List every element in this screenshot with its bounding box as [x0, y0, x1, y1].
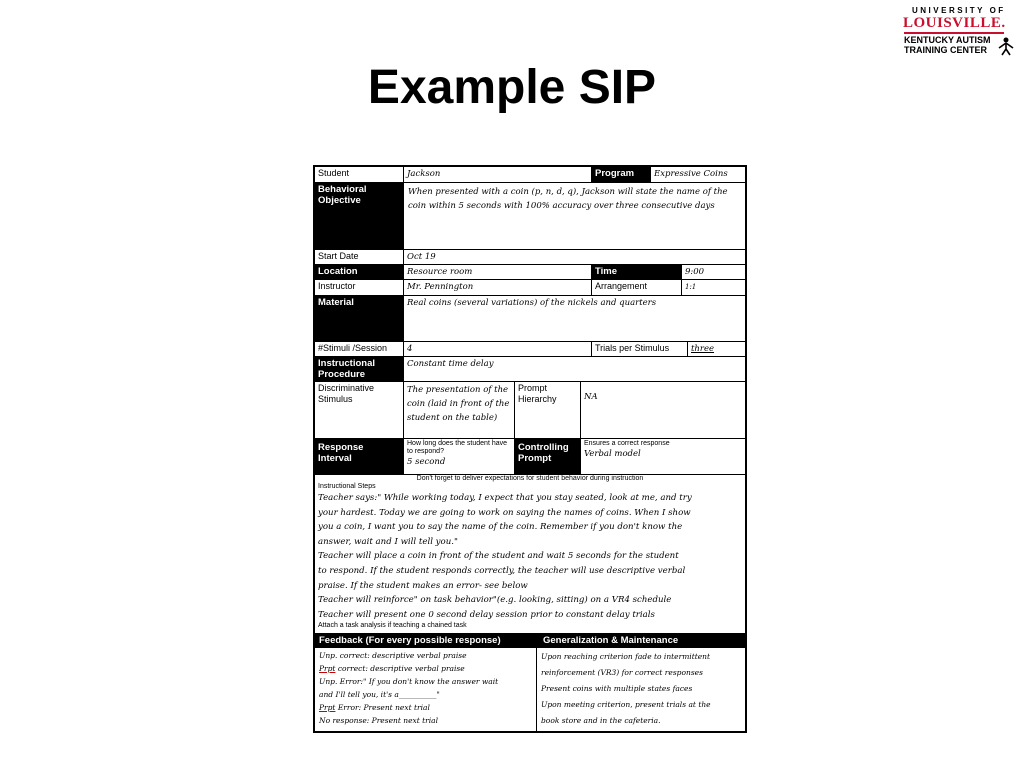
stimuli-label: #Stimuli /Session: [314, 341, 404, 357]
feedback-text: correct: descriptive verbal praise: [335, 664, 465, 673]
trials-label: Trials per Stimulus: [591, 341, 688, 357]
material-label: Material: [314, 295, 404, 342]
step-line: answer, wait and I will tell you.": [318, 536, 458, 547]
generalization-item: Upon meeting criterion, present trials at the: [541, 700, 711, 709]
feedback-text: Error: Present next trial: [335, 703, 430, 712]
disc-stimulus-value: The presentation of the coin (laid in front of the student on the table): [403, 381, 515, 439]
feedback-item: [319, 688, 532, 701]
time-value: 9:00: [681, 264, 746, 280]
feedback-prefix: Prpt: [319, 664, 336, 673]
arrangement-value: 1:1: [681, 279, 746, 296]
behavior-reminder: Don't forget to deliver expectations for student behavior during instruction: [416, 475, 644, 482]
instructor-label: Instructor: [314, 279, 404, 296]
instructor-value: Mr. Pennington: [403, 279, 592, 296]
step-line: Teacher says:" While working today, I expect that you stay seated, look at me, and try: [318, 493, 692, 503]
instructional-steps-block: [314, 474, 746, 634]
feedback-item: [319, 662, 532, 675]
response-interval-value: 5 second: [407, 457, 446, 467]
steps-label: Instructional Steps: [318, 483, 376, 490]
trials-value-text: three: [691, 344, 715, 354]
generalization-item: Upon reaching criterion fade to intermittent: [541, 652, 711, 661]
feedback-text: and I'll tell you, it's a__________": [319, 690, 440, 699]
feedback-prefix: Unp.: [319, 651, 338, 660]
procedure-label-line-1: Instructional: [318, 358, 376, 369]
objective-label-line-1: Behavioral: [318, 184, 367, 195]
controlling-prompt-value: Verbal model: [584, 449, 641, 459]
logo-line-4: TRAINING CENTER: [904, 45, 987, 55]
program-value: Expressive Coins: [650, 166, 746, 183]
steps-list: [318, 491, 742, 622]
feedback-list: [314, 647, 537, 732]
stimuli-value: 4: [403, 341, 592, 357]
step-line: Teacher will present one 0 second delay session prior to constant delay trials: [318, 609, 655, 620]
student-value: Jackson: [403, 166, 592, 183]
controlling-prompt-label-line-1: Controlling: [518, 442, 569, 453]
step-line: Teacher will reinforce" on task behavior"(e.g. looking, sitting) on a VR4 schedule: [318, 595, 672, 606]
objective-value: When presented with a coin (p, n, d, q), Jackson will state the name of the coin within 5 seconds with 100% accuracy over three consecutive days: [403, 182, 746, 250]
objective-label-line-2: Objective: [318, 195, 361, 206]
logo-line-3: KENTUCKY AUTISM: [904, 35, 991, 45]
program-label: Program: [591, 166, 651, 183]
feedback-item: [319, 649, 532, 662]
objective-label: [314, 182, 404, 250]
feedback-item: [319, 714, 532, 727]
feedback-text: No response: Present next trial: [319, 716, 439, 725]
response-interval-hint: How long does the student have to respond?: [407, 440, 508, 455]
logo-line-1: UNIVERSITY OF: [912, 6, 1006, 15]
procedure-value: Constant time delay: [403, 356, 746, 382]
task-analysis-note: Attach a task analysis if teaching a chained task: [318, 622, 467, 630]
feedback-prefix: Unp.: [319, 677, 338, 686]
generalization-item: reinforcement (VR3) for correct responses: [541, 668, 703, 677]
response-interval-label: [314, 438, 404, 475]
page-title: Example SIP: [367, 61, 657, 114]
procedure-label: [314, 356, 404, 382]
start-date-label: Start Date: [314, 249, 404, 265]
disc-stimulus-label-line-2: Stimulus: [318, 394, 353, 404]
university-logo: [898, 6, 1016, 60]
location-label: Location: [314, 264, 404, 280]
prompt-hierarchy-label-line-1: Prompt: [518, 383, 548, 393]
sip-form: [313, 165, 747, 733]
controlling-prompt-cell: [580, 438, 746, 475]
location-value: Resource room: [403, 264, 592, 280]
response-interval-cell: [403, 438, 515, 475]
feedback-item: [319, 675, 532, 688]
controlling-prompt-label: [514, 438, 581, 475]
arrangement-label: Arrangement: [591, 279, 682, 296]
controlling-prompt-label-line-2: Prompt: [518, 453, 552, 464]
generalization-item: Present coins with multiple states faces: [541, 684, 693, 693]
logo-divider: [904, 32, 1004, 34]
step-line: your hardest. Today we are going to work on saying the names of coins. When I show: [318, 507, 691, 518]
prompt-hierarchy-label: [514, 381, 581, 439]
generalization-item: book store and in the cafeteria.: [541, 716, 661, 725]
step-line: Teacher will place a coin in front of the student and wait 5 seconds for the student: [318, 551, 679, 562]
trials-value: [687, 341, 746, 357]
generalization-header: Generalization & Maintenance: [536, 633, 746, 648]
feedback-text: correct: descriptive verbal praise: [337, 651, 467, 660]
controlling-prompt-hint: Ensures a correct response: [584, 440, 670, 447]
response-interval-label-line-2: Interval: [318, 453, 352, 464]
feedback-item: [319, 701, 532, 714]
people-icon: [996, 36, 1016, 56]
time-label: Time: [591, 264, 682, 280]
feedback-text: Error:" If you don't know the answer wait: [337, 677, 499, 686]
response-interval-label-line-1: Response: [318, 442, 364, 453]
prompt-hierarchy-label-line-2: Hierarchy: [518, 394, 557, 404]
start-date-value: Oct 19: [403, 249, 746, 265]
disc-stimulus-label-line-1: Discriminative: [318, 383, 375, 393]
material-value: Real coins (several variations) of the nickels and quarters: [403, 295, 746, 342]
generalization-list: [536, 647, 746, 732]
logo-line-2: LOUISVILLE.: [903, 15, 1006, 31]
feedback-header: Feedback (For every possible response): [314, 633, 537, 648]
disc-stimulus-label: [314, 381, 404, 439]
student-label: Student: [314, 166, 404, 183]
procedure-label-line-2: Procedure: [318, 369, 365, 380]
step-line: to respond. If the student responds correctly, the teacher will use descriptive verbal: [318, 565, 686, 576]
prompt-hierarchy-value: NA: [580, 381, 746, 439]
step-line: you a coin, I want you to say the name of the coin. Remember if you don't know the: [318, 522, 683, 533]
feedback-prefix: Prpt: [319, 703, 336, 712]
step-line: praise. If the student makes an error- see below: [318, 580, 528, 591]
